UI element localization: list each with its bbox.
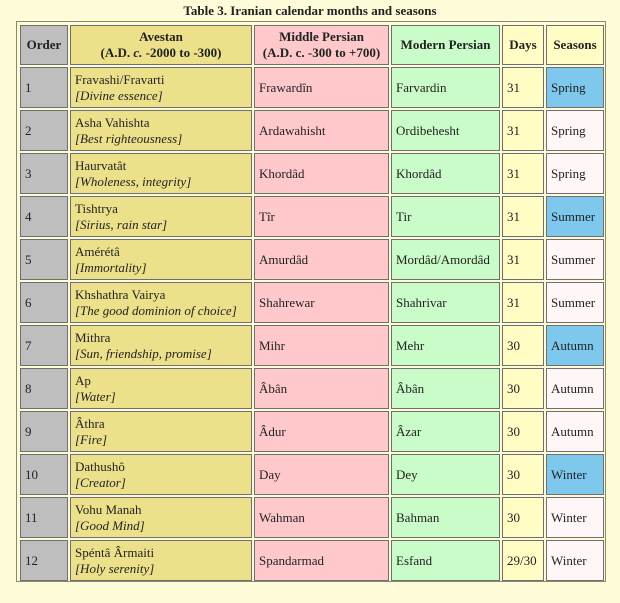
table-row bbox=[20, 411, 604, 452]
avestan-meaning: [The good dominion of choice] bbox=[75, 302, 237, 318]
cell-order: 9 bbox=[20, 411, 68, 452]
cell-season: Spring bbox=[546, 110, 604, 151]
cell-modern-persian: Ordibehesht bbox=[391, 110, 500, 151]
cell-season: Summer bbox=[546, 239, 604, 280]
header-middle-persian bbox=[254, 25, 389, 65]
table-row bbox=[20, 67, 604, 108]
cell-days: 30 bbox=[502, 497, 544, 538]
cell-avestan bbox=[70, 239, 252, 280]
table-row bbox=[20, 239, 604, 280]
avestan-name: Amérétâ bbox=[75, 243, 120, 259]
cell-season: Spring bbox=[546, 153, 604, 194]
table-row bbox=[20, 196, 604, 237]
cell-middle-persian: Wahman bbox=[254, 497, 389, 538]
cell-season: Autumn bbox=[546, 368, 604, 409]
cell-days: 30 bbox=[502, 454, 544, 495]
cell-days: 31 bbox=[502, 153, 544, 194]
cell-modern-persian: Khordâd bbox=[391, 153, 500, 194]
cell-modern-persian: Mordâd/Amordâd bbox=[391, 239, 500, 280]
avestan-meaning: [Fire] bbox=[75, 431, 108, 447]
table-row bbox=[20, 368, 604, 409]
cell-days: 31 bbox=[502, 239, 544, 280]
cell-modern-persian: Bahman bbox=[391, 497, 500, 538]
cell-season: Autumn bbox=[546, 325, 604, 366]
header-avestan-title: Avestan bbox=[139, 29, 183, 44]
cell-season: Summer bbox=[546, 196, 604, 237]
cell-days: 30 bbox=[502, 325, 544, 366]
cell-modern-persian: Tir bbox=[391, 196, 500, 237]
cell-order: 4 bbox=[20, 196, 68, 237]
cell-middle-persian: Shahrewar bbox=[254, 282, 389, 323]
cell-order: 2 bbox=[20, 110, 68, 151]
avestan-meaning: [Creator] bbox=[75, 474, 126, 490]
table-row bbox=[20, 282, 604, 323]
avestan-meaning: [Good Mind] bbox=[75, 517, 145, 533]
cell-order: 12 bbox=[20, 540, 68, 581]
cell-avestan bbox=[70, 325, 252, 366]
cell-order: 6 bbox=[20, 282, 68, 323]
avestan-meaning: [Immortality] bbox=[75, 259, 147, 275]
cell-middle-persian: Âbân bbox=[254, 368, 389, 409]
avestan-name: Mithra bbox=[75, 329, 111, 345]
cell-order: 3 bbox=[20, 153, 68, 194]
cell-avestan bbox=[70, 153, 252, 194]
cell-middle-persian: Day bbox=[254, 454, 389, 495]
cell-modern-persian: Âzar bbox=[391, 411, 500, 452]
cell-middle-persian: Amurdâd bbox=[254, 239, 389, 280]
table-row bbox=[20, 110, 604, 151]
avestan-name: Haurvatât bbox=[75, 157, 127, 173]
table-row bbox=[20, 454, 604, 495]
avestan-name: Âthra bbox=[75, 415, 105, 431]
cell-avestan bbox=[70, 110, 252, 151]
cell-days: 31 bbox=[502, 67, 544, 108]
calendar-table bbox=[18, 23, 606, 583]
header-modern-persian: Modern Persian bbox=[391, 25, 500, 65]
avestan-meaning: [Wholeness, integrity] bbox=[75, 173, 192, 189]
cell-avestan bbox=[70, 368, 252, 409]
cell-season: Winter bbox=[546, 497, 604, 538]
cell-season: Winter bbox=[546, 540, 604, 581]
avestan-name: Vohu Manah bbox=[75, 501, 142, 517]
cell-middle-persian: Spandarmad bbox=[254, 540, 389, 581]
cell-avestan bbox=[70, 67, 252, 108]
table-row bbox=[20, 153, 604, 194]
cell-middle-persian: Âdur bbox=[254, 411, 389, 452]
cell-days: 31 bbox=[502, 196, 544, 237]
header-middle-range: (A.D. c. -300 to +700) bbox=[262, 45, 381, 60]
header-order: Order bbox=[20, 25, 68, 65]
cell-season: Summer bbox=[546, 282, 604, 323]
cell-days: 29/30 bbox=[502, 540, 544, 581]
cell-avestan bbox=[70, 454, 252, 495]
cell-avestan bbox=[70, 497, 252, 538]
cell-middle-persian: Tîr bbox=[254, 196, 389, 237]
cell-avestan bbox=[70, 411, 252, 452]
avestan-name: Ap bbox=[75, 372, 91, 388]
cell-order: 7 bbox=[20, 325, 68, 366]
avestan-name: Khshathra Vairya bbox=[75, 286, 166, 302]
avestan-name: Tishtrya bbox=[75, 200, 118, 216]
cell-season: Spring bbox=[546, 67, 604, 108]
avestan-meaning: [Best righteousness] bbox=[75, 130, 183, 146]
cell-modern-persian: Âbân bbox=[391, 368, 500, 409]
cell-avestan bbox=[70, 282, 252, 323]
cell-modern-persian: Esfand bbox=[391, 540, 500, 581]
header-row bbox=[20, 25, 604, 65]
header-avestan bbox=[70, 25, 252, 65]
header-avestan-range: (A.D. c. -2000 to -300) bbox=[100, 45, 222, 60]
cell-order: 1 bbox=[20, 67, 68, 108]
header-middle-title: Middle Persian bbox=[279, 29, 364, 44]
cell-middle-persian: Mihr bbox=[254, 325, 389, 366]
cell-modern-persian: Mehr bbox=[391, 325, 500, 366]
cell-middle-persian: Khordâd bbox=[254, 153, 389, 194]
cell-order: 11 bbox=[20, 497, 68, 538]
table-row bbox=[20, 325, 604, 366]
header-seasons: Seasons bbox=[546, 25, 604, 65]
avestan-meaning: [Holy serenity] bbox=[75, 560, 155, 576]
cell-order: 5 bbox=[20, 239, 68, 280]
table-row bbox=[20, 540, 604, 581]
cell-order: 8 bbox=[20, 368, 68, 409]
avestan-name: Spéntâ Ârmaiti bbox=[75, 544, 155, 560]
table-row bbox=[20, 497, 604, 538]
cell-avestan bbox=[70, 196, 252, 237]
table-caption: Table 3. Iranian calendar months and seasons bbox=[183, 3, 437, 18]
cell-modern-persian: Farvardin bbox=[391, 67, 500, 108]
avestan-name: Asha Vahishta bbox=[75, 114, 150, 130]
header-days: Days bbox=[502, 25, 544, 65]
cell-modern-persian: Dey bbox=[391, 454, 500, 495]
cell-order: 10 bbox=[20, 454, 68, 495]
cell-modern-persian: Shahrivar bbox=[391, 282, 500, 323]
cell-avestan bbox=[70, 540, 252, 581]
avestan-meaning: [Water] bbox=[75, 388, 116, 404]
cell-days: 31 bbox=[502, 282, 544, 323]
cell-season: Winter bbox=[546, 454, 604, 495]
cell-days: 30 bbox=[502, 368, 544, 409]
avestan-meaning: [Sun, friendship, promise] bbox=[75, 345, 212, 361]
avestan-meaning: [Divine essence] bbox=[75, 87, 163, 103]
cell-middle-persian: Frawardîn bbox=[254, 67, 389, 108]
cell-days: 30 bbox=[502, 411, 544, 452]
cell-days: 31 bbox=[502, 110, 544, 151]
cell-season: Autumn bbox=[546, 411, 604, 452]
avestan-name: Fravashi/Fravarti bbox=[75, 71, 165, 87]
avestan-name: Dathushô bbox=[75, 458, 125, 474]
cell-middle-persian: Ardawahisht bbox=[254, 110, 389, 151]
avestan-meaning: [Sirius, rain star] bbox=[75, 216, 168, 232]
